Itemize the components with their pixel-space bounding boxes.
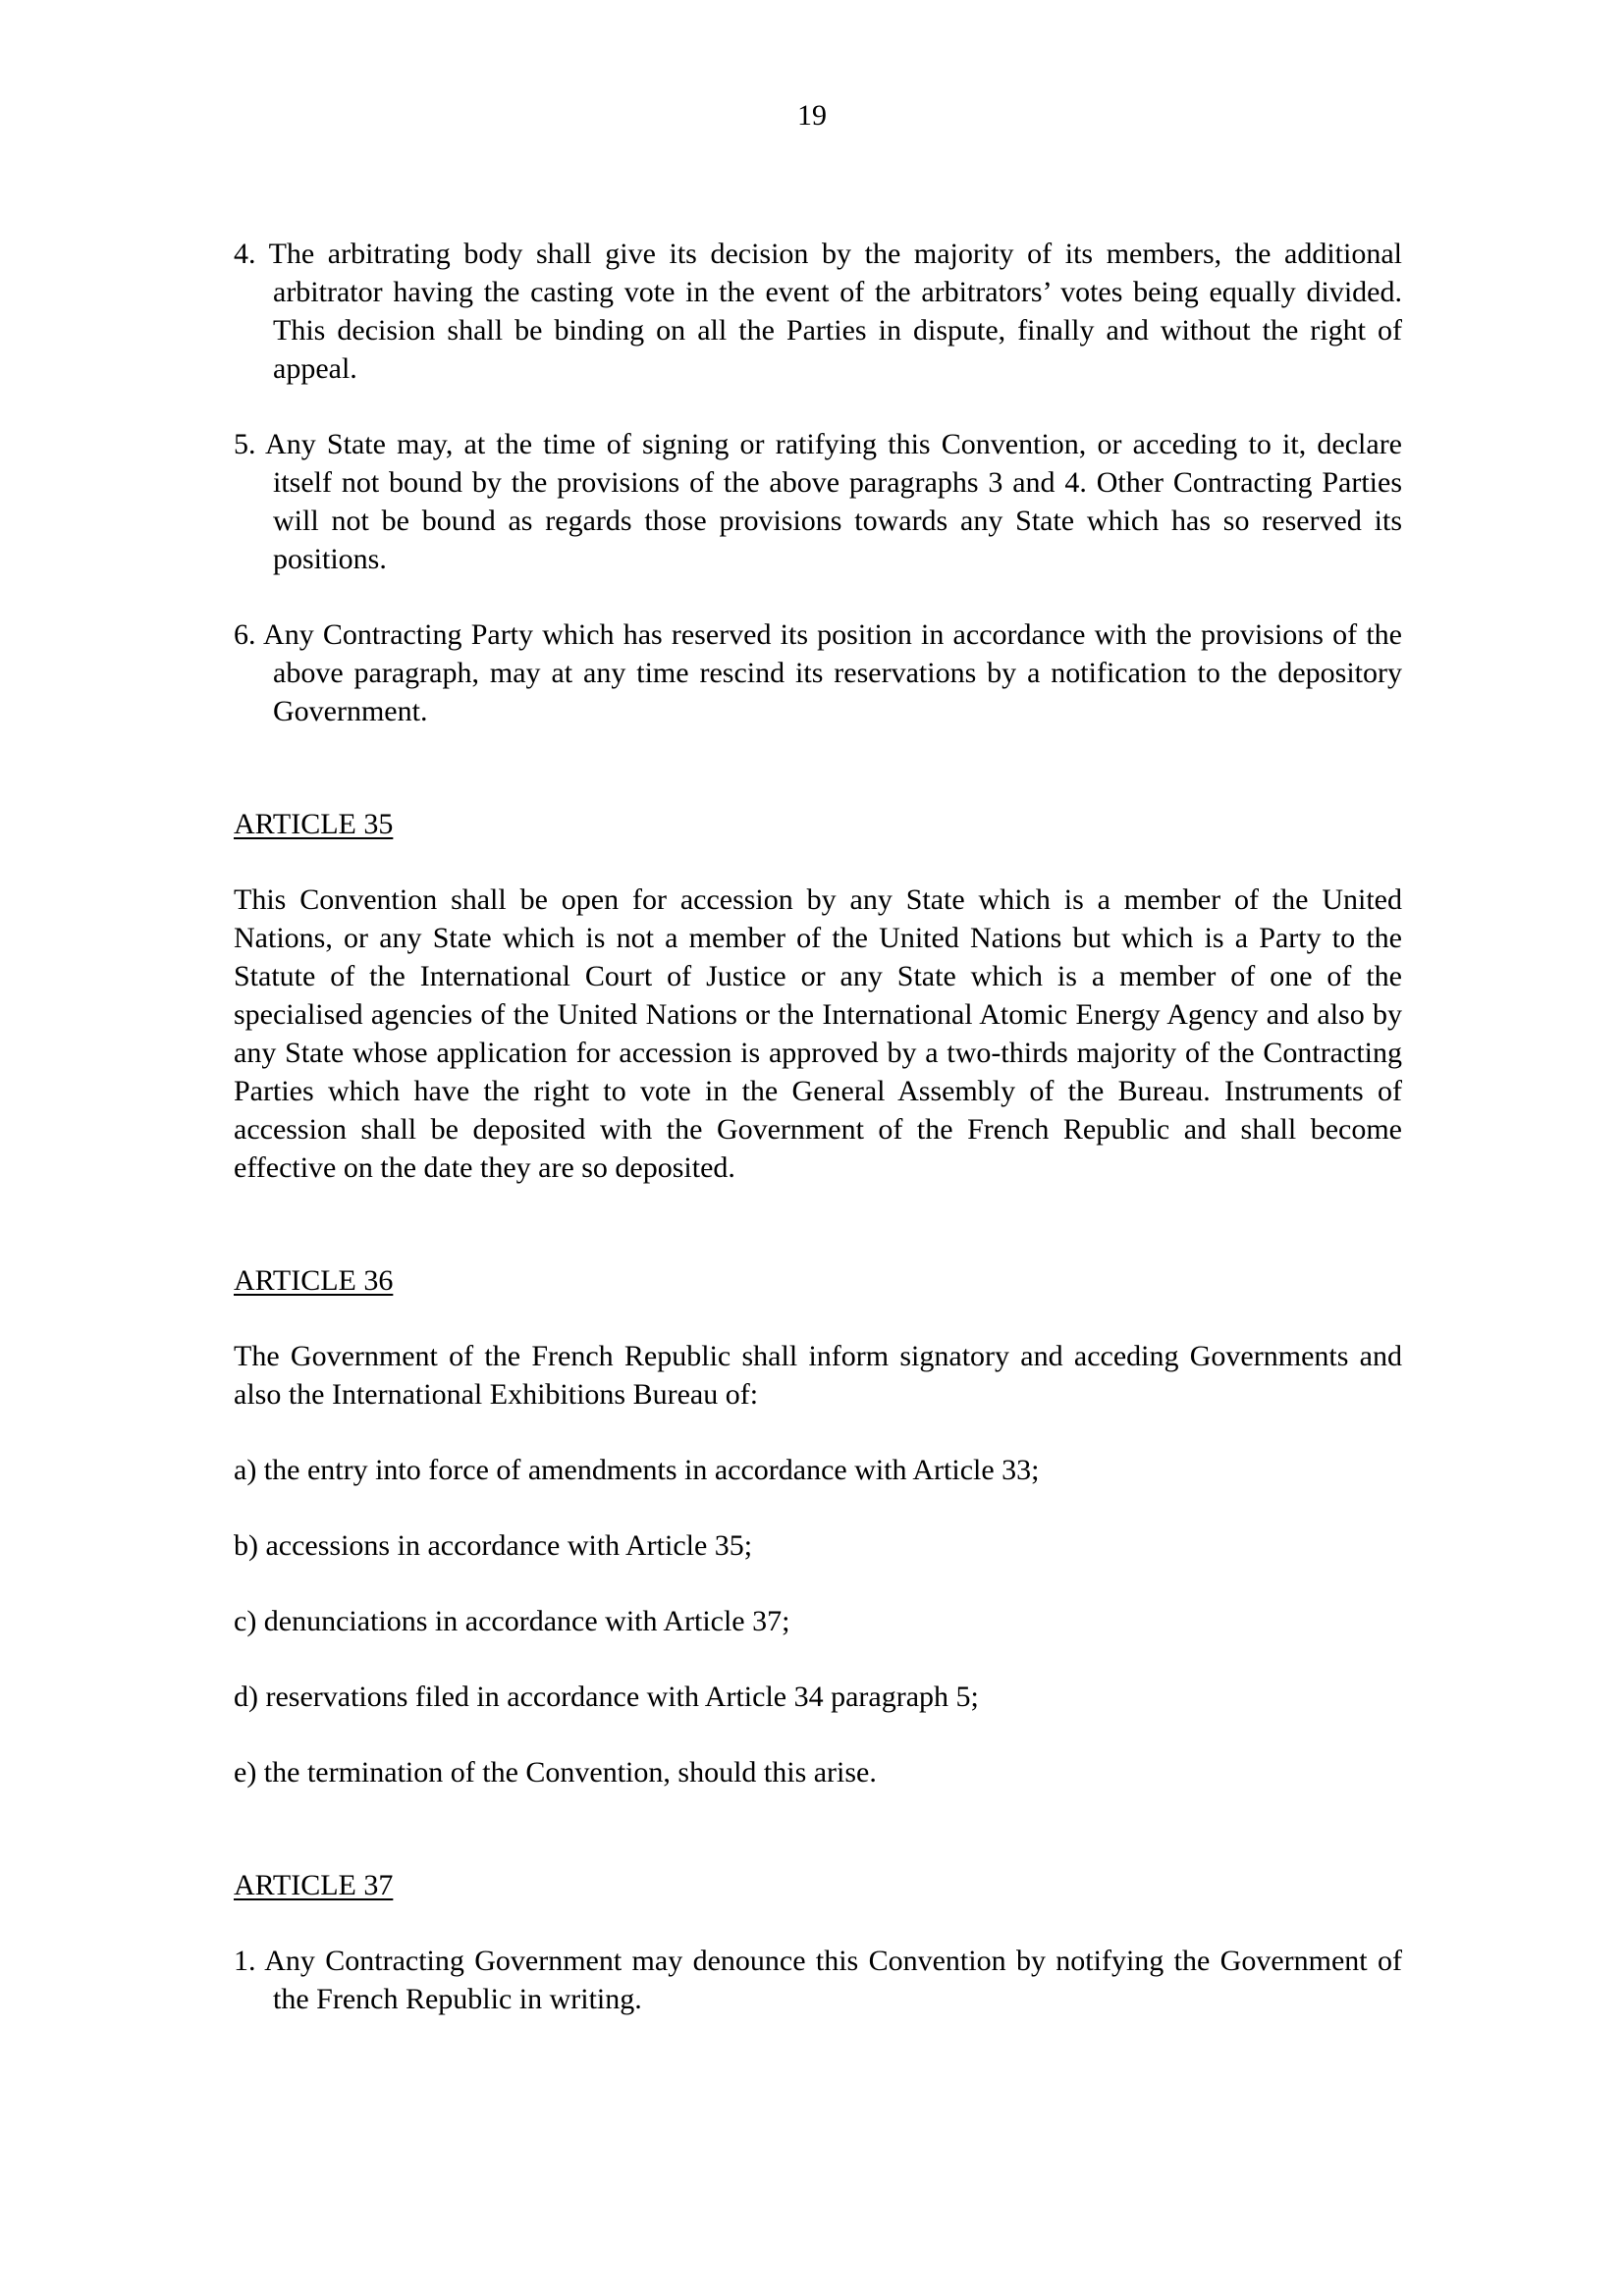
article36-list-item-b: b) accessions in accordance with Article 35;: [234, 1529, 753, 1562]
article36-heading: ARTICLE 36: [234, 1264, 394, 1297]
article37-heading: ARTICLE 37: [234, 1869, 394, 1901]
article35-heading: ARTICLE 35: [234, 808, 394, 840]
article37-paragraph-1: 1. Any Contracting Government may denounce this Convention by notifying the Government of the French Republic in writing.: [234, 1945, 1402, 2015]
article36-list-item-c: c) denunciations in accordance with Article 37;: [234, 1605, 790, 1637]
article36-intro: The Government of the French Republic shall inform signatory and acceding Governments and also the International Exhibitions Bureau of:: [234, 1340, 1402, 1411]
article36-list-item-d: d) reservations filed in accordance with Article 34 paragraph 5;: [234, 1681, 979, 1713]
article35-body: This Convention shall be open for accession by any State which is a member of the United Nations, or any State which is not a member of the United Nations but which is a Party to the Statute of the International Court of Justice or any State which is a member of one of the specialised agencies of the United Nations or the International Atomic Energy Agency and also by any State whose application for accession is approved by a two-thirds majority of the Contracting Parties which have the right to vote in the General Assembly of the Bureau. Instruments of accession shall be deposited with the Government of the French Republic and shall become effective on the date they are so deposited.: [234, 883, 1402, 1184]
article34-paragraph-4: 4. The arbitrating body shall give its decision by the majority of its members, the additional arbitrator having the casting vote in the event of the arbitrators’ votes being equally divided. This decision shall be binding on all the Parties in dispute, finally and without the right of appeal.: [234, 238, 1402, 385]
page-number: 19: [797, 99, 827, 132]
document-body: [234, 235, 1402, 2018]
article34-paragraph-5: 5. Any State may, at the time of signing or ratifying this Convention, or acceding to it, declare itself not bound by the provisions of the above paragraphs 3 and 4. Other Contracting Parties will not be bound as regards those provisions towards any State which has so reserved its positions.: [234, 428, 1402, 575]
article36-list-item-a: a) the entry into force of amendments in accordance with Article 33;: [234, 1454, 1040, 1486]
article36-list-item-e: e) the termination of the Convention, should this arise.: [234, 1756, 877, 1789]
article34-paragraph-6: 6. Any Contracting Party which has reserved its position in accordance with the provisions of the above paragraph, may at any time rescind its reservations by a notification to the depository Government.: [234, 618, 1402, 727]
